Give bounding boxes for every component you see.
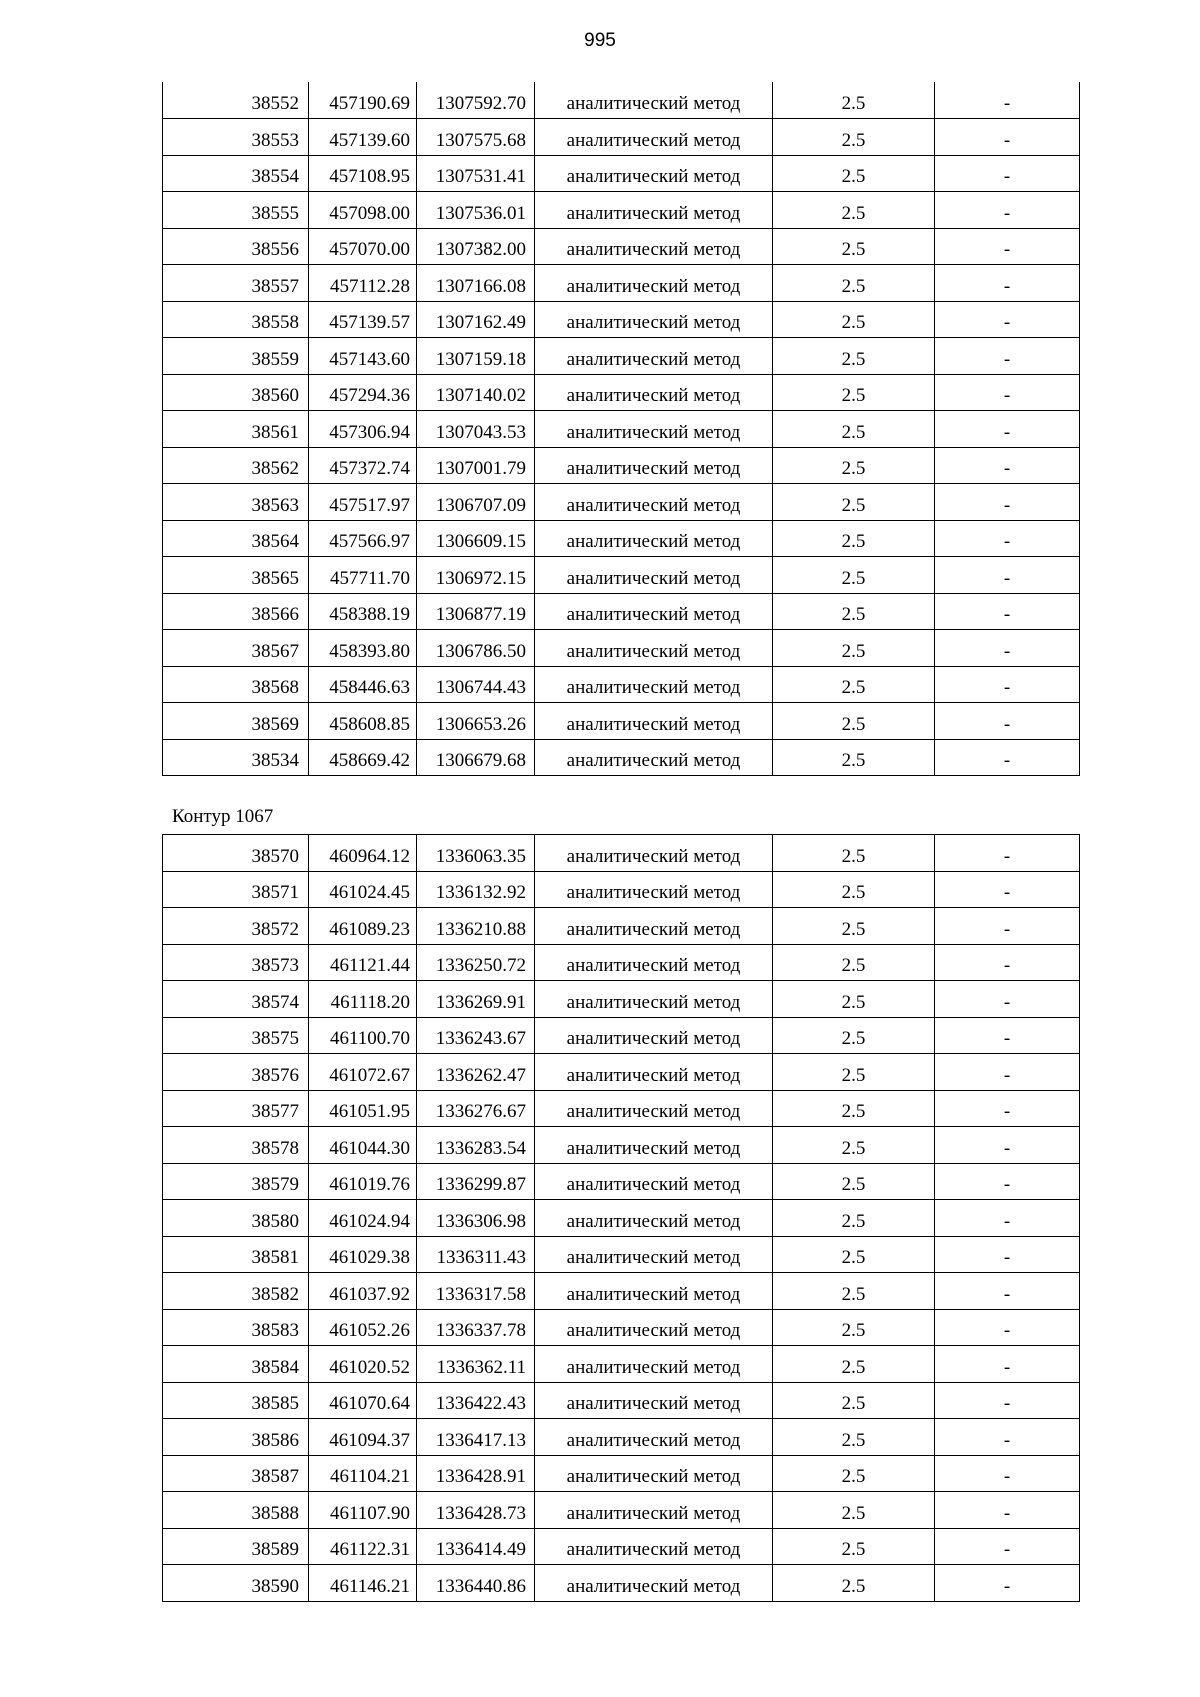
y-coordinate-cell: 1336283.54	[417, 1127, 535, 1164]
table-row	[163, 338, 1080, 375]
accuracy-cell: 2.5	[773, 374, 935, 411]
point-number-cell: 38534	[163, 739, 309, 776]
point-number-cell: 38579	[163, 1163, 309, 1200]
method-cell: аналитический метод	[535, 1017, 773, 1054]
y-coordinate-cell: 1336243.67	[417, 1017, 535, 1054]
method-cell: аналитический метод	[535, 520, 773, 557]
note-cell: -	[935, 338, 1080, 375]
y-coordinate-cell: 1306679.68	[417, 739, 535, 776]
accuracy-cell: 2.5	[773, 338, 935, 375]
accuracy-cell: 2.5	[773, 1273, 935, 1310]
method-cell: аналитический метод	[535, 411, 773, 448]
accuracy-cell: 2.5	[773, 228, 935, 265]
note-cell: -	[935, 630, 1080, 667]
x-coordinate-cell: 457711.70	[309, 557, 417, 594]
y-coordinate-cell: 1307382.00	[417, 228, 535, 265]
note-cell: -	[935, 228, 1080, 265]
accuracy-cell: 2.5	[773, 1127, 935, 1164]
accuracy-cell: 2.5	[773, 1382, 935, 1419]
note-cell: -	[935, 155, 1080, 192]
table-row	[163, 1455, 1080, 1492]
x-coordinate-cell: 457294.36	[309, 374, 417, 411]
point-number-cell: 38564	[163, 520, 309, 557]
point-number-cell: 38559	[163, 338, 309, 375]
y-coordinate-cell: 1307159.18	[417, 338, 535, 375]
method-cell: аналитический метод	[535, 981, 773, 1018]
method-cell: аналитический метод	[535, 1127, 773, 1164]
note-cell: -	[935, 835, 1080, 872]
note-cell: -	[935, 1419, 1080, 1456]
method-cell: аналитический метод	[535, 192, 773, 229]
table-row	[163, 1273, 1080, 1310]
y-coordinate-cell: 1336311.43	[417, 1236, 535, 1273]
point-number-cell: 38586	[163, 1419, 309, 1456]
point-number-cell: 38554	[163, 155, 309, 192]
note-cell: -	[935, 1382, 1080, 1419]
y-coordinate-cell: 1336210.88	[417, 908, 535, 945]
table-row	[163, 301, 1080, 338]
x-coordinate-cell: 457070.00	[309, 228, 417, 265]
point-number-cell: 38573	[163, 944, 309, 981]
point-number-cell: 38570	[163, 835, 309, 872]
accuracy-cell: 2.5	[773, 1090, 935, 1127]
x-coordinate-cell: 461100.70	[309, 1017, 417, 1054]
point-number-cell: 38556	[163, 228, 309, 265]
x-coordinate-cell: 458608.85	[309, 703, 417, 740]
table-row	[163, 981, 1080, 1018]
table-row	[163, 228, 1080, 265]
y-coordinate-cell: 1336262.47	[417, 1054, 535, 1091]
point-number-cell: 38561	[163, 411, 309, 448]
note-cell: -	[935, 666, 1080, 703]
accuracy-cell: 2.5	[773, 739, 935, 776]
x-coordinate-cell: 461070.64	[309, 1382, 417, 1419]
table-row	[163, 374, 1080, 411]
table-row	[163, 1382, 1080, 1419]
accuracy-cell: 2.5	[773, 447, 935, 484]
note-cell: -	[935, 301, 1080, 338]
accuracy-cell: 2.5	[773, 1309, 935, 1346]
table-row	[163, 557, 1080, 594]
method-cell: аналитический метод	[535, 155, 773, 192]
accuracy-cell: 2.5	[773, 1455, 935, 1492]
y-coordinate-cell: 1307592.70	[417, 82, 535, 119]
method-cell: аналитический метод	[535, 1565, 773, 1602]
note-cell: -	[935, 593, 1080, 630]
y-coordinate-cell: 1307001.79	[417, 447, 535, 484]
x-coordinate-cell: 458669.42	[309, 739, 417, 776]
point-number-cell: 38583	[163, 1309, 309, 1346]
y-coordinate-cell: 1336317.58	[417, 1273, 535, 1310]
y-coordinate-cell: 1306786.50	[417, 630, 535, 667]
table-row	[163, 593, 1080, 630]
accuracy-cell: 2.5	[773, 520, 935, 557]
method-cell: аналитический метод	[535, 1236, 773, 1273]
y-coordinate-cell: 1336299.87	[417, 1163, 535, 1200]
note-cell: -	[935, 1236, 1080, 1273]
method-cell: аналитический метод	[535, 666, 773, 703]
method-cell: аналитический метод	[535, 1419, 773, 1456]
table-row	[163, 119, 1080, 156]
x-coordinate-cell: 457139.60	[309, 119, 417, 156]
method-cell: аналитический метод	[535, 1528, 773, 1565]
x-coordinate-cell: 461037.92	[309, 1273, 417, 1310]
x-coordinate-cell: 461024.45	[309, 871, 417, 908]
note-cell: -	[935, 944, 1080, 981]
note-cell: -	[935, 1127, 1080, 1164]
table-row	[163, 630, 1080, 667]
table-row	[163, 82, 1080, 119]
y-coordinate-cell: 1306972.15	[417, 557, 535, 594]
table-row	[163, 1236, 1080, 1273]
table-row	[163, 944, 1080, 981]
point-number-cell: 38563	[163, 484, 309, 521]
y-coordinate-cell: 1336417.13	[417, 1419, 535, 1456]
table-row	[163, 1127, 1080, 1164]
method-cell: аналитический метод	[535, 557, 773, 594]
x-coordinate-cell: 458446.63	[309, 666, 417, 703]
method-cell: аналитический метод	[535, 871, 773, 908]
x-coordinate-cell: 461029.38	[309, 1236, 417, 1273]
table-row	[163, 155, 1080, 192]
coordinates-table-continued	[162, 82, 1080, 776]
x-coordinate-cell: 461051.95	[309, 1090, 417, 1127]
accuracy-cell: 2.5	[773, 593, 935, 630]
y-coordinate-cell: 1336132.92	[417, 871, 535, 908]
method-cell: аналитический метод	[535, 835, 773, 872]
x-coordinate-cell: 461104.21	[309, 1455, 417, 1492]
y-coordinate-cell: 1336428.91	[417, 1455, 535, 1492]
table-row	[163, 520, 1080, 557]
table-row	[163, 1565, 1080, 1602]
accuracy-cell: 2.5	[773, 666, 935, 703]
point-number-cell: 38571	[163, 871, 309, 908]
x-coordinate-cell: 461122.31	[309, 1528, 417, 1565]
method-cell: аналитический метод	[535, 1163, 773, 1200]
point-number-cell: 38569	[163, 703, 309, 740]
note-cell: -	[935, 1163, 1080, 1200]
y-coordinate-cell: 1307043.53	[417, 411, 535, 448]
point-number-cell: 38568	[163, 666, 309, 703]
table-row	[163, 1200, 1080, 1237]
x-coordinate-cell: 461121.44	[309, 944, 417, 981]
method-cell: аналитический метод	[535, 119, 773, 156]
point-number-cell: 38565	[163, 557, 309, 594]
note-cell: -	[935, 1017, 1080, 1054]
note-cell: -	[935, 1309, 1080, 1346]
page-number: 995	[584, 30, 616, 51]
method-cell: аналитический метод	[535, 301, 773, 338]
method-cell: аналитический метод	[535, 1492, 773, 1529]
point-number-cell: 38555	[163, 192, 309, 229]
y-coordinate-cell: 1336440.86	[417, 1565, 535, 1602]
method-cell: аналитический метод	[535, 265, 773, 302]
table-row	[163, 411, 1080, 448]
note-cell: -	[935, 484, 1080, 521]
note-cell: -	[935, 981, 1080, 1018]
table-row	[163, 666, 1080, 703]
accuracy-cell: 2.5	[773, 703, 935, 740]
point-number-cell: 38582	[163, 1273, 309, 1310]
note-cell: -	[935, 374, 1080, 411]
accuracy-cell: 2.5	[773, 119, 935, 156]
method-cell: аналитический метод	[535, 944, 773, 981]
y-coordinate-cell: 1336422.43	[417, 1382, 535, 1419]
y-coordinate-cell: 1307536.01	[417, 192, 535, 229]
y-coordinate-cell: 1336063.35	[417, 835, 535, 872]
note-cell: -	[935, 1492, 1080, 1529]
y-coordinate-cell: 1336276.67	[417, 1090, 535, 1127]
accuracy-cell: 2.5	[773, 871, 935, 908]
point-number-cell: 38581	[163, 1236, 309, 1273]
contour-label: Контур 1067	[172, 806, 274, 827]
x-coordinate-cell: 461052.26	[309, 1309, 417, 1346]
table-row	[163, 739, 1080, 776]
table-row	[163, 1346, 1080, 1383]
note-cell: -	[935, 1090, 1080, 1127]
table-row	[163, 1492, 1080, 1529]
table-row	[163, 1054, 1080, 1091]
table-row	[163, 835, 1080, 872]
table-row	[163, 192, 1080, 229]
accuracy-cell: 2.5	[773, 944, 935, 981]
point-number-cell: 38580	[163, 1200, 309, 1237]
method-cell: аналитический метод	[535, 703, 773, 740]
point-number-cell: 38572	[163, 908, 309, 945]
table-row	[163, 265, 1080, 302]
method-cell: аналитический метод	[535, 338, 773, 375]
note-cell: -	[935, 1346, 1080, 1383]
point-number-cell: 38558	[163, 301, 309, 338]
accuracy-cell: 2.5	[773, 835, 935, 872]
method-cell: аналитический метод	[535, 1273, 773, 1310]
accuracy-cell: 2.5	[773, 192, 935, 229]
table-row	[163, 908, 1080, 945]
method-cell: аналитический метод	[535, 739, 773, 776]
x-coordinate-cell: 461089.23	[309, 908, 417, 945]
x-coordinate-cell: 457517.97	[309, 484, 417, 521]
x-coordinate-cell: 457306.94	[309, 411, 417, 448]
y-coordinate-cell: 1336337.78	[417, 1309, 535, 1346]
accuracy-cell: 2.5	[773, 1419, 935, 1456]
y-coordinate-cell: 1307575.68	[417, 119, 535, 156]
method-cell: аналитический метод	[535, 1382, 773, 1419]
accuracy-cell: 2.5	[773, 155, 935, 192]
accuracy-cell: 2.5	[773, 1163, 935, 1200]
note-cell: -	[935, 520, 1080, 557]
method-cell: аналитический метод	[535, 1200, 773, 1237]
y-coordinate-cell: 1336250.72	[417, 944, 535, 981]
x-coordinate-cell: 461024.94	[309, 1200, 417, 1237]
x-coordinate-cell: 457372.74	[309, 447, 417, 484]
note-cell: -	[935, 703, 1080, 740]
point-number-cell: 38577	[163, 1090, 309, 1127]
method-cell: аналитический метод	[535, 484, 773, 521]
accuracy-cell: 2.5	[773, 1054, 935, 1091]
accuracy-cell: 2.5	[773, 630, 935, 667]
x-coordinate-cell: 457112.28	[309, 265, 417, 302]
x-coordinate-cell: 457139.57	[309, 301, 417, 338]
point-number-cell: 38585	[163, 1382, 309, 1419]
note-cell: -	[935, 265, 1080, 302]
x-coordinate-cell: 461020.52	[309, 1346, 417, 1383]
y-coordinate-cell: 1307166.08	[417, 265, 535, 302]
table-row	[163, 484, 1080, 521]
note-cell: -	[935, 192, 1080, 229]
note-cell: -	[935, 557, 1080, 594]
x-coordinate-cell: 461072.67	[309, 1054, 417, 1091]
point-number-cell: 38557	[163, 265, 309, 302]
x-coordinate-cell: 461107.90	[309, 1492, 417, 1529]
x-coordinate-cell: 457190.69	[309, 82, 417, 119]
accuracy-cell: 2.5	[773, 981, 935, 1018]
y-coordinate-cell: 1306877.19	[417, 593, 535, 630]
table-row	[163, 1309, 1080, 1346]
accuracy-cell: 2.5	[773, 411, 935, 448]
table-row	[163, 1017, 1080, 1054]
point-number-cell: 38588	[163, 1492, 309, 1529]
accuracy-cell: 2.5	[773, 1346, 935, 1383]
y-coordinate-cell: 1306707.09	[417, 484, 535, 521]
note-cell: -	[935, 1565, 1080, 1602]
method-cell: аналитический метод	[535, 908, 773, 945]
accuracy-cell: 2.5	[773, 1565, 935, 1602]
note-cell: -	[935, 739, 1080, 776]
point-number-cell: 38589	[163, 1528, 309, 1565]
x-coordinate-cell: 461019.76	[309, 1163, 417, 1200]
accuracy-cell: 2.5	[773, 265, 935, 302]
note-cell: -	[935, 82, 1080, 119]
table-row	[163, 447, 1080, 484]
y-coordinate-cell: 1336269.91	[417, 981, 535, 1018]
point-number-cell: 38562	[163, 447, 309, 484]
y-coordinate-cell: 1306744.43	[417, 666, 535, 703]
method-cell: аналитический метод	[535, 1054, 773, 1091]
accuracy-cell: 2.5	[773, 1492, 935, 1529]
note-cell: -	[935, 1054, 1080, 1091]
x-coordinate-cell: 457143.60	[309, 338, 417, 375]
method-cell: аналитический метод	[535, 82, 773, 119]
note-cell: -	[935, 411, 1080, 448]
table-row	[163, 871, 1080, 908]
y-coordinate-cell: 1336414.49	[417, 1528, 535, 1565]
accuracy-cell: 2.5	[773, 82, 935, 119]
coordinates-table-contour-1067	[162, 834, 1080, 1602]
x-coordinate-cell: 457108.95	[309, 155, 417, 192]
method-cell: аналитический метод	[535, 1090, 773, 1127]
x-coordinate-cell: 461094.37	[309, 1419, 417, 1456]
accuracy-cell: 2.5	[773, 908, 935, 945]
point-number-cell: 38590	[163, 1565, 309, 1602]
method-cell: аналитический метод	[535, 630, 773, 667]
method-cell: аналитический метод	[535, 593, 773, 630]
method-cell: аналитический метод	[535, 1455, 773, 1492]
y-coordinate-cell: 1336362.11	[417, 1346, 535, 1383]
note-cell: -	[935, 871, 1080, 908]
method-cell: аналитический метод	[535, 1309, 773, 1346]
accuracy-cell: 2.5	[773, 1236, 935, 1273]
x-coordinate-cell: 457566.97	[309, 520, 417, 557]
y-coordinate-cell: 1306653.26	[417, 703, 535, 740]
table-row	[163, 1163, 1080, 1200]
note-cell: -	[935, 908, 1080, 945]
x-coordinate-cell: 458393.80	[309, 630, 417, 667]
point-number-cell: 38584	[163, 1346, 309, 1383]
table-row	[163, 703, 1080, 740]
y-coordinate-cell: 1336428.73	[417, 1492, 535, 1529]
y-coordinate-cell: 1306609.15	[417, 520, 535, 557]
x-coordinate-cell: 461044.30	[309, 1127, 417, 1164]
note-cell: -	[935, 1273, 1080, 1310]
y-coordinate-cell: 1336306.98	[417, 1200, 535, 1237]
y-coordinate-cell: 1307531.41	[417, 155, 535, 192]
accuracy-cell: 2.5	[773, 557, 935, 594]
point-number-cell: 38560	[163, 374, 309, 411]
note-cell: -	[935, 119, 1080, 156]
note-cell: -	[935, 1528, 1080, 1565]
point-number-cell: 38552	[163, 82, 309, 119]
y-coordinate-cell: 1307140.02	[417, 374, 535, 411]
table-row	[163, 1528, 1080, 1565]
point-number-cell: 38587	[163, 1455, 309, 1492]
accuracy-cell: 2.5	[773, 484, 935, 521]
x-coordinate-cell: 460964.12	[309, 835, 417, 872]
method-cell: аналитический метод	[535, 447, 773, 484]
method-cell: аналитический метод	[535, 374, 773, 411]
x-coordinate-cell: 458388.19	[309, 593, 417, 630]
x-coordinate-cell: 461118.20	[309, 981, 417, 1018]
table-row	[163, 1090, 1080, 1127]
note-cell: -	[935, 447, 1080, 484]
point-number-cell: 38576	[163, 1054, 309, 1091]
point-number-cell: 38566	[163, 593, 309, 630]
x-coordinate-cell: 461146.21	[309, 1565, 417, 1602]
accuracy-cell: 2.5	[773, 1528, 935, 1565]
x-coordinate-cell: 457098.00	[309, 192, 417, 229]
point-number-cell: 38567	[163, 630, 309, 667]
point-number-cell: 38553	[163, 119, 309, 156]
point-number-cell: 38578	[163, 1127, 309, 1164]
table-row	[163, 1419, 1080, 1456]
accuracy-cell: 2.5	[773, 1200, 935, 1237]
point-number-cell: 38575	[163, 1017, 309, 1054]
accuracy-cell: 2.5	[773, 1017, 935, 1054]
note-cell: -	[935, 1200, 1080, 1237]
method-cell: аналитический метод	[535, 1346, 773, 1383]
note-cell: -	[935, 1455, 1080, 1492]
point-number-cell: 38574	[163, 981, 309, 1018]
accuracy-cell: 2.5	[773, 301, 935, 338]
y-coordinate-cell: 1307162.49	[417, 301, 535, 338]
method-cell: аналитический метод	[535, 228, 773, 265]
